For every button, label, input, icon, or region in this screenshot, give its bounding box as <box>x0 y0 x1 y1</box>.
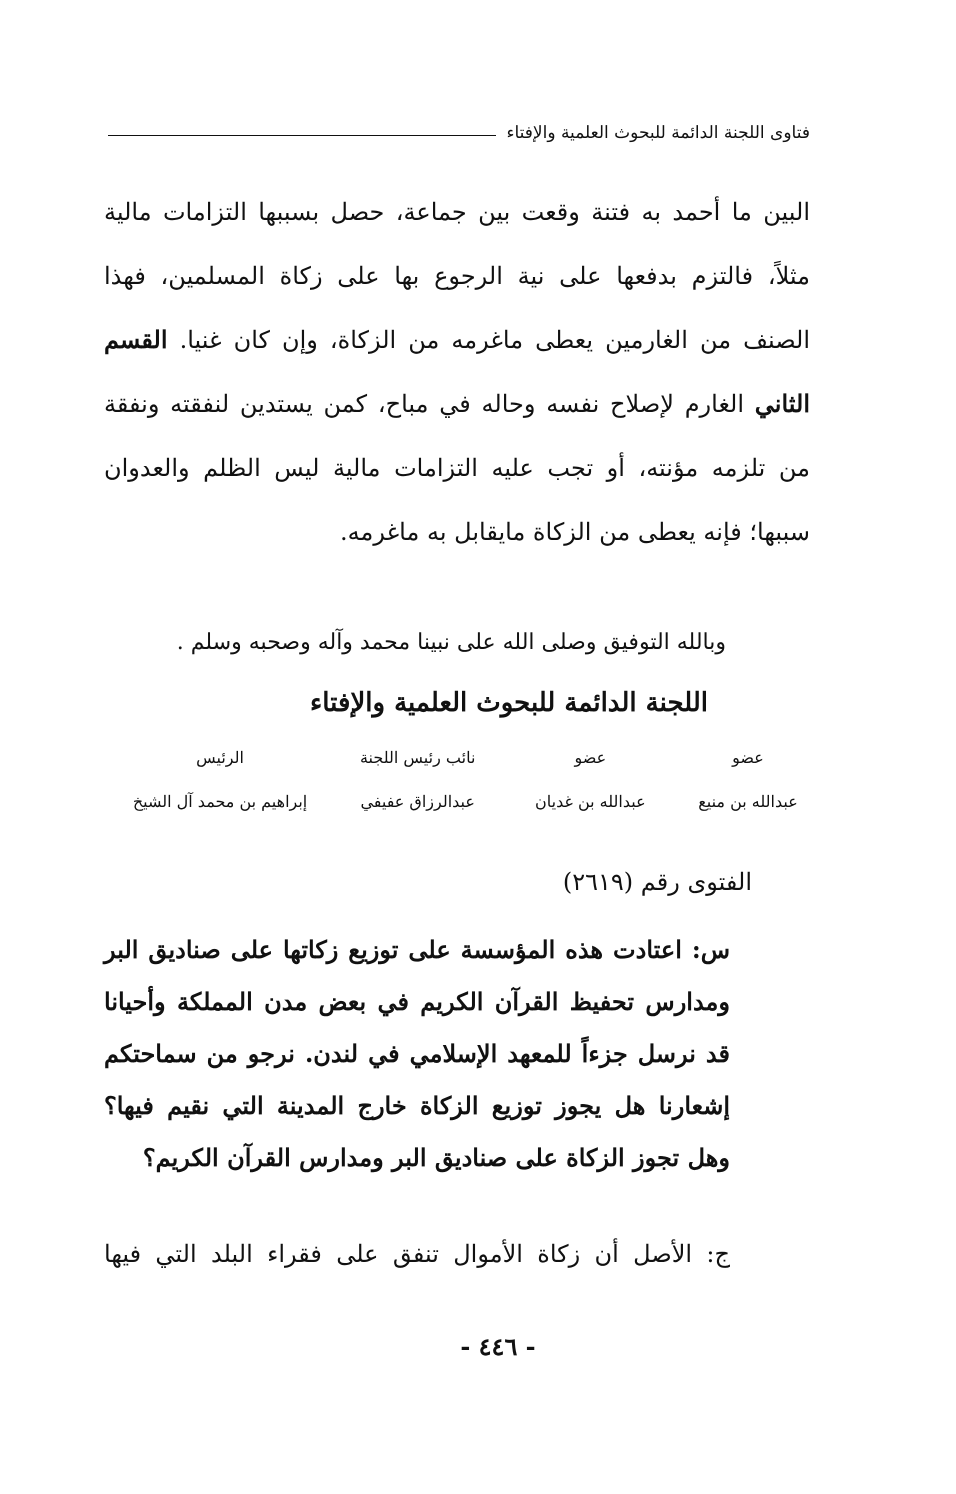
header-rule <box>108 135 496 136</box>
body-paragraph-part1: البين ما أحمد به فتنة وقعت بين جماعة، حصل بسببها التزامات مالية مثلاً، فالتزم بدفعها على نية الرجوع بها على زكاة المسلمين، فهذا الصنف من الغارمين يعطى ماغرمه من الزكاة، وإن كان غنيا. <box>104 198 810 354</box>
answer-text: ج: الأصل أن زكاة الأموال تنفق على فقراء البلد التي فيها <box>104 1240 730 1268</box>
committee-name: اللجنة الدائمة للبحوث العلمية والإفتاء <box>310 688 708 718</box>
question-text: س: اعتادت هذه المؤسسة على توزيع زكاتها على صناديق البر ومدارس تحفيظ القرآن الكريم في بعض مدن المملكة وأحيانا قد نرسل جزءاً للمعهد الإسلامي في لندن. نرجو من سماحتكم إشعارنا هل يجوز توزيع الزكاة خارج المدينة التي نقيم فيها؟ وهل تجوز الزكاة على صناديق البر ومدارس القرآن الكريم؟ <box>104 935 730 1172</box>
fatwa-number: الفتوى رقم (٢٦١٩) <box>562 868 752 896</box>
signature-name: عبدالله بن غديان <box>535 792 646 811</box>
page-number: - ٤٤٦ - <box>460 1332 536 1361</box>
signature-role: عضو <box>574 748 607 767</box>
signature-name: عبدالرزاق عفيفي <box>360 792 475 811</box>
signature-role: الرئيس <box>196 748 244 767</box>
signature-roles <box>120 748 808 767</box>
body-text <box>104 180 810 564</box>
signature-role: عضو <box>732 748 764 767</box>
signature-role: نائب رئيس اللجنة <box>359 748 476 767</box>
signature-name: إبراهيم بن محمد آل الشيخ <box>132 792 308 811</box>
header-title: فتاوى اللجنة الدائمة للبحوث العلمية والإفتاء <box>506 123 810 143</box>
signature-name: عبدالله بن منيع <box>698 792 798 811</box>
section-heading-inline: القسم الثاني <box>104 325 810 418</box>
running-header <box>108 118 810 148</box>
body-paragraph-part2: الغارم لإصلاح نفسه وحاله في مباح، كمن يستدين لنفقته ونفقة من تلزمه مؤنته، أو تجب عليه التزامات مالية ليس الظلم والعدوان سببها؛ فإنه يعطى من الزكاة مايقابل به ماغرمه. <box>104 390 810 546</box>
closing-line: وبالله التوفيق وصلى الله على نبينا محمد وآله وصحبه وسلم . <box>176 630 726 655</box>
signature-names <box>120 792 808 811</box>
body-paragraph <box>104 180 810 564</box>
